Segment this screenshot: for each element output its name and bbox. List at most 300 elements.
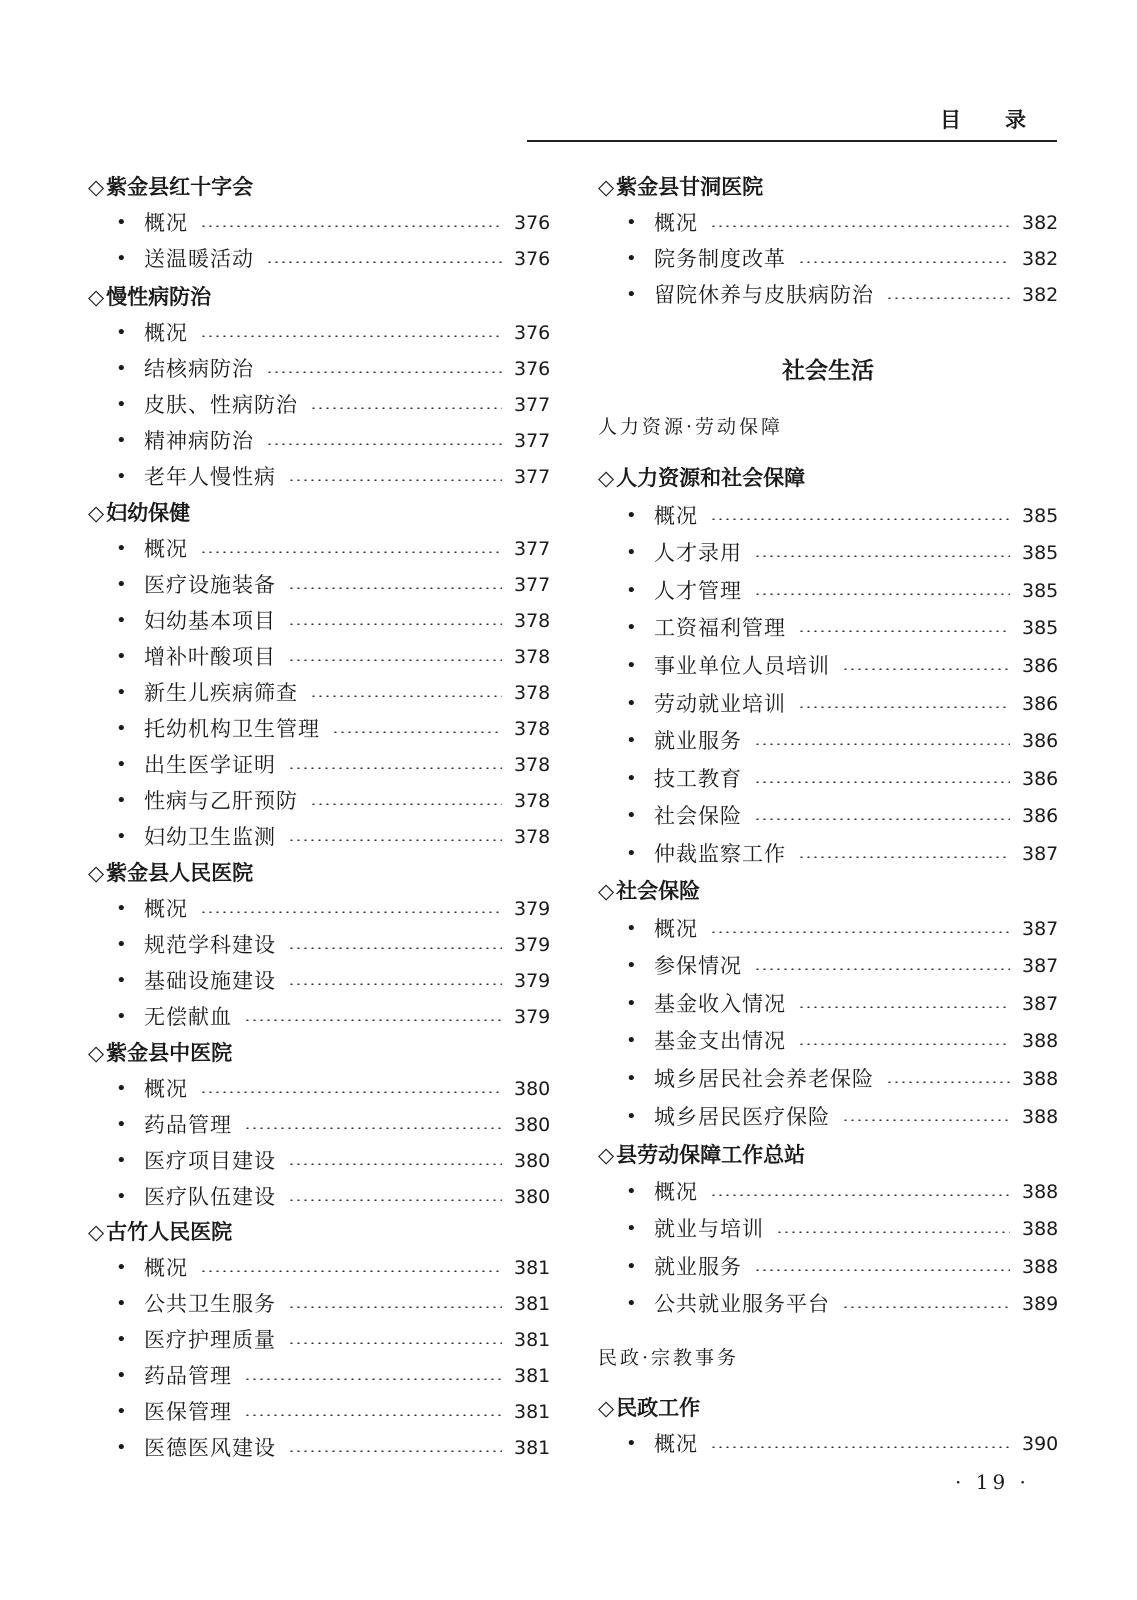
dot-leader xyxy=(754,818,1010,820)
bullet-icon: • xyxy=(626,248,637,269)
toc-entry[interactable] xyxy=(598,1252,1058,1282)
toc-section-heading[interactable] xyxy=(598,1140,1058,1170)
toc-entry[interactable] xyxy=(598,989,1058,1019)
dot-leader xyxy=(288,1450,502,1452)
bullet-icon: • xyxy=(116,1078,127,1099)
bullet-icon: • xyxy=(116,1293,127,1314)
bullet-icon: • xyxy=(116,574,127,595)
bullet-icon: • xyxy=(626,579,637,601)
toc-entry-page: 379 xyxy=(514,970,551,992)
dot-leader xyxy=(288,659,502,661)
toc-entry-label: 技工教育 xyxy=(654,766,742,791)
bullet-icon: • xyxy=(626,843,637,864)
toc-entry[interactable] xyxy=(598,801,1058,831)
toc-entry-page: 386 xyxy=(1022,805,1059,828)
toc-section-heading[interactable] xyxy=(598,463,1058,493)
toc-entry-label: 药品管理 xyxy=(144,1364,232,1388)
bullet-icon: • xyxy=(626,617,637,639)
dot-leader xyxy=(710,1446,1010,1448)
bullet-icon: • xyxy=(116,1401,127,1422)
bullet-icon: • xyxy=(626,1218,637,1240)
dot-leader xyxy=(288,1199,502,1201)
dot-leader xyxy=(332,731,502,733)
toc-entry[interactable] xyxy=(88,930,550,960)
toc-section-heading[interactable] xyxy=(88,498,550,528)
toc-entry[interactable] xyxy=(598,1289,1058,1319)
toc-entry-page: 388 xyxy=(1022,1068,1059,1090)
dot-leader xyxy=(200,551,502,553)
toc-entry-page: 378 xyxy=(514,682,551,704)
dot-leader xyxy=(288,1163,502,1165)
dot-leader xyxy=(244,1378,502,1380)
dot-leader xyxy=(798,706,1010,708)
toc-entry-label: 社会保险 xyxy=(654,804,742,829)
toc-entry-label: 无偿献血 xyxy=(144,1005,232,1029)
toc-entry-label: 城乡居民医疗保险 xyxy=(654,1104,830,1129)
bullet-icon: • xyxy=(626,1068,637,1089)
toc-entry[interactable] xyxy=(88,786,550,816)
toc-entry-page: 377 xyxy=(514,394,551,416)
diamond-icon: ◇ xyxy=(88,861,105,885)
toc-entry-page: 386 xyxy=(1022,730,1059,753)
toc-section-title: 县劳动保障工作总站 xyxy=(616,1143,806,1167)
toc-entry-label: 送温暖活动 xyxy=(144,247,254,271)
dot-leader xyxy=(200,225,502,227)
dot-leader xyxy=(798,261,1010,263)
toc-entry-page: 378 xyxy=(514,826,551,848)
toc-entry-page: 381 xyxy=(514,1401,551,1423)
bullet-icon: • xyxy=(116,322,127,343)
toc-entry-page: 388 xyxy=(1022,1218,1059,1241)
toc-entry[interactable] xyxy=(88,1002,550,1032)
bullet-icon: • xyxy=(116,790,127,811)
toc-entry[interactable] xyxy=(88,714,550,744)
toc-entry[interactable] xyxy=(88,1253,550,1283)
dot-leader xyxy=(842,668,1010,670)
dot-leader xyxy=(310,695,502,697)
dot-leader xyxy=(842,1306,1010,1308)
toc-entry-label: 概况 xyxy=(654,1180,698,1205)
toc-entry-page: 385 xyxy=(1022,579,1059,602)
toc-entry[interactable] xyxy=(598,951,1058,981)
toc-entry-page: 377 xyxy=(514,466,551,488)
toc-entry[interactable] xyxy=(88,966,550,996)
toc-entry[interactable] xyxy=(88,426,550,456)
toc-entry-label: 院务制度改革 xyxy=(654,247,786,271)
toc-section-heading[interactable] xyxy=(88,282,550,312)
toc-entry-page: 381 xyxy=(514,1437,551,1459)
toc-entry[interactable] xyxy=(88,1289,550,1319)
toc-entry-label: 参保情况 xyxy=(654,954,742,979)
diamond-icon: ◇ xyxy=(88,175,105,199)
toc-entry-label: 留院休养与皮肤病防治 xyxy=(654,283,874,307)
toc-entry-page: 388 xyxy=(1022,1181,1059,1204)
toc-entry[interactable] xyxy=(88,534,550,564)
part-title: 社会生活 xyxy=(782,358,874,384)
bullet-icon: • xyxy=(626,1181,637,1203)
toc-entry-page: 388 xyxy=(1022,1255,1059,1278)
toc-entry-label: 医疗护理质量 xyxy=(144,1328,276,1352)
toc-entry[interactable] xyxy=(88,244,550,274)
toc-entry-label: 医疗队伍建设 xyxy=(144,1185,276,1209)
dot-leader xyxy=(710,1194,1010,1196)
toc-entry-label: 公共就业服务平台 xyxy=(654,1291,830,1316)
toc-entry-page: 387 xyxy=(1022,992,1059,1015)
bullet-icon: • xyxy=(626,992,637,1014)
toc-entry[interactable] xyxy=(598,1429,1058,1459)
toc-entry-label: 工资福利管理 xyxy=(654,616,786,641)
bullet-icon: • xyxy=(116,682,127,703)
toc-entry-page: 390 xyxy=(1022,1433,1059,1455)
toc-entry[interactable] xyxy=(88,1182,550,1212)
toc-entry-page: 379 xyxy=(514,1006,551,1028)
toc-entry-page: 377 xyxy=(514,430,551,452)
bullet-icon: • xyxy=(626,955,637,977)
dot-leader xyxy=(886,297,1010,299)
dot-leader xyxy=(244,1414,502,1416)
bullet-icon: • xyxy=(116,1329,127,1350)
toc-entry-page: 381 xyxy=(514,1293,551,1315)
toc-entry-page: 379 xyxy=(514,898,551,920)
toc-section-heading[interactable] xyxy=(88,172,550,202)
dot-leader xyxy=(886,1081,1010,1083)
toc-entry[interactable] xyxy=(598,839,1058,869)
dot-leader xyxy=(200,1091,502,1093)
toc-entry-label: 皮肤、性病防治 xyxy=(144,393,298,417)
toc-entry[interactable] xyxy=(88,1146,550,1176)
bullet-icon: • xyxy=(116,934,127,955)
toc-entry-label: 概况 xyxy=(144,537,188,561)
toc-entry[interactable] xyxy=(598,280,1058,310)
bullet-icon: • xyxy=(626,1255,637,1277)
diamond-icon: ◇ xyxy=(598,1396,615,1420)
bullet-icon: • xyxy=(116,538,127,559)
toc-entry-page: 380 xyxy=(514,1114,551,1136)
bullet-icon: • xyxy=(116,212,127,233)
dot-leader xyxy=(310,803,502,805)
dot-leader xyxy=(754,781,1010,783)
bullet-icon: • xyxy=(116,1186,127,1207)
page-header-title: 目录 xyxy=(940,108,1070,132)
toc-entry[interactable] xyxy=(598,1214,1058,1244)
toc-entry-page: 382 xyxy=(1022,284,1059,306)
dot-leader xyxy=(842,1119,1010,1121)
toc-entry-label: 医疗设施装备 xyxy=(144,573,276,597)
dot-leader xyxy=(288,1342,502,1344)
category-heading-civil: 民政·宗教事务 xyxy=(598,1347,740,1369)
bullet-icon: • xyxy=(116,394,127,415)
toc-entry[interactable] xyxy=(88,390,550,420)
toc-section-title: 人力资源和社会保障 xyxy=(616,466,806,490)
dot-leader xyxy=(200,335,502,337)
toc-entry-page: 378 xyxy=(514,646,551,668)
toc-entry-page: 380 xyxy=(514,1186,551,1208)
toc-entry-label: 规范学科建设 xyxy=(144,933,276,957)
toc-entry-label: 精神病防治 xyxy=(144,429,254,453)
toc-section-title: 紫金县红十字会 xyxy=(106,175,254,199)
toc-entry[interactable] xyxy=(88,318,550,348)
toc-entry[interactable] xyxy=(88,1397,550,1427)
toc-entry[interactable] xyxy=(598,576,1058,606)
toc-section-title: 紫金县中医院 xyxy=(106,1041,233,1065)
toc-entry[interactable] xyxy=(598,726,1058,756)
toc-entry[interactable] xyxy=(598,613,1058,643)
toc-section-heading[interactable] xyxy=(88,858,550,888)
toc-entry-page: 378 xyxy=(514,754,551,776)
toc-entry[interactable] xyxy=(598,538,1058,568)
toc-entry[interactable] xyxy=(598,914,1058,944)
diamond-icon: ◇ xyxy=(88,1220,105,1244)
dot-leader xyxy=(798,630,1010,632)
toc-entry-label: 概况 xyxy=(654,211,698,235)
toc-entry[interactable] xyxy=(88,606,550,636)
toc-entry[interactable] xyxy=(598,501,1058,531)
toc-entry-page: 382 xyxy=(1022,212,1059,234)
toc-entry-label: 劳动就业培训 xyxy=(654,691,786,716)
dot-leader xyxy=(288,983,502,985)
toc-entry-label: 妇幼卫生监测 xyxy=(144,825,276,849)
dot-leader xyxy=(710,225,1010,227)
toc-entry-page: 379 xyxy=(514,934,551,956)
toc-section-title: 紫金县人民医院 xyxy=(106,861,254,885)
bullet-icon: • xyxy=(116,970,127,991)
toc-entry-label: 概况 xyxy=(654,503,698,528)
toc-entry-page: 380 xyxy=(514,1078,551,1100)
toc-entry-label: 出生医学证明 xyxy=(144,753,276,777)
bullet-icon: • xyxy=(116,430,127,451)
toc-entry-page: 386 xyxy=(1022,692,1059,715)
bullet-icon: • xyxy=(116,718,127,739)
toc-entry-page: 385 xyxy=(1022,617,1059,640)
toc-section-heading[interactable] xyxy=(598,1393,1058,1423)
dot-leader xyxy=(288,767,502,769)
toc-entry-label: 结核病防治 xyxy=(144,357,254,381)
toc-entry-label: 概况 xyxy=(654,916,698,941)
bullet-icon: • xyxy=(116,1114,127,1135)
toc-entry-label: 托幼机构卫生管理 xyxy=(144,717,320,741)
toc-entry[interactable] xyxy=(88,354,550,384)
dot-leader xyxy=(266,371,502,373)
bullet-icon: • xyxy=(116,1437,127,1458)
toc-entry-page: 382 xyxy=(1022,248,1059,270)
toc-entry[interactable] xyxy=(598,208,1058,238)
bullet-icon: • xyxy=(116,610,127,631)
bullet-icon: • xyxy=(626,1292,637,1314)
category-heading-hr: 人力资源·劳动保障 xyxy=(598,416,784,438)
toc-entry[interactable] xyxy=(598,651,1058,681)
dot-leader xyxy=(244,1019,502,1021)
toc-entry-page: 387 xyxy=(1022,917,1059,940)
toc-entry-label: 医疗项目建设 xyxy=(144,1149,276,1173)
toc-entry-page: 386 xyxy=(1022,767,1059,790)
dot-leader xyxy=(798,1006,1010,1008)
bullet-icon: • xyxy=(626,655,637,676)
toc-entry-page: 386 xyxy=(1022,655,1059,677)
toc-entry-page: 381 xyxy=(514,1257,551,1279)
diamond-icon: ◇ xyxy=(598,1143,615,1167)
dot-leader xyxy=(754,1269,1010,1271)
dot-leader xyxy=(754,593,1010,595)
toc-entry-label: 人才录用 xyxy=(654,541,742,566)
dot-leader xyxy=(266,261,502,263)
toc-entry-page: 389 xyxy=(1022,1292,1059,1315)
toc-entry[interactable] xyxy=(598,764,1058,794)
toc-section-title: 社会保险 xyxy=(616,879,701,903)
toc-entry-label: 城乡居民社会养老保险 xyxy=(654,1067,874,1091)
bullet-icon: • xyxy=(626,805,637,827)
diamond-icon: ◇ xyxy=(598,879,615,903)
bullet-icon: • xyxy=(116,358,127,379)
diamond-icon: ◇ xyxy=(88,501,105,525)
toc-entry[interactable] xyxy=(88,208,550,238)
toc-entry-label: 医保管理 xyxy=(144,1400,232,1424)
toc-entry-page: 377 xyxy=(514,574,551,596)
toc-entry-label: 药品管理 xyxy=(144,1113,232,1137)
toc-entry[interactable] xyxy=(88,570,550,600)
toc-section-heading[interactable] xyxy=(598,876,1058,906)
bullet-icon: • xyxy=(116,248,127,269)
dot-leader xyxy=(288,587,502,589)
toc-entry[interactable] xyxy=(88,678,550,708)
dot-leader xyxy=(798,1043,1010,1045)
dot-leader xyxy=(288,479,502,481)
diamond-icon: ◇ xyxy=(88,285,105,309)
toc-entry[interactable] xyxy=(598,244,1058,274)
toc-section-heading[interactable] xyxy=(88,1217,550,1247)
toc-entry-page: 388 xyxy=(1022,1030,1059,1053)
dot-leader xyxy=(288,623,502,625)
bullet-icon: • xyxy=(626,767,637,789)
toc-entry[interactable] xyxy=(598,1102,1058,1132)
bullet-icon: • xyxy=(626,1030,637,1052)
toc-entry-page: 385 xyxy=(1022,504,1059,527)
bullet-icon: • xyxy=(626,1105,637,1127)
toc-entry-label: 新生儿疾病筛查 xyxy=(144,681,298,705)
dot-leader xyxy=(754,743,1010,745)
dot-leader xyxy=(244,1127,502,1129)
dot-leader xyxy=(288,1306,502,1308)
bullet-icon: • xyxy=(626,212,637,233)
toc-entry-page: 378 xyxy=(514,610,551,632)
toc-entry-page: 378 xyxy=(514,718,551,740)
bullet-icon: • xyxy=(116,1257,127,1278)
dot-leader xyxy=(754,555,1010,557)
dot-leader xyxy=(710,518,1010,520)
toc-entry[interactable] xyxy=(88,822,550,852)
toc-entry[interactable] xyxy=(88,1325,550,1355)
toc-entry-label: 增补叶酸项目 xyxy=(144,645,276,669)
dot-leader xyxy=(288,839,502,841)
toc-entry[interactable] xyxy=(88,1110,550,1140)
toc-entry-label: 仲裁监察工作 xyxy=(654,842,786,866)
dot-leader xyxy=(288,947,502,949)
toc-entry[interactable] xyxy=(598,1064,1058,1094)
toc-entry[interactable] xyxy=(598,689,1058,719)
toc-section-title: 紫金县甘洞医院 xyxy=(616,175,764,199)
toc-section-title: 民政工作 xyxy=(616,1396,701,1420)
toc-entry[interactable] xyxy=(88,750,550,780)
toc-section-title: 慢性病防治 xyxy=(106,285,212,309)
toc-entry-label: 概况 xyxy=(654,1432,698,1456)
bullet-icon: • xyxy=(626,917,637,939)
toc-entry-label: 人才管理 xyxy=(654,578,742,603)
toc-section-title: 妇幼保健 xyxy=(106,501,191,525)
toc-entry-label: 就业服务 xyxy=(654,729,742,754)
toc-entry[interactable] xyxy=(88,642,550,672)
toc-entry-label: 性病与乙肝预防 xyxy=(144,789,298,813)
toc-entry-page: 376 xyxy=(514,212,551,234)
dot-leader xyxy=(776,1231,1010,1233)
toc-entry-label: 就业与培训 xyxy=(654,1217,764,1242)
toc-entry-page: 378 xyxy=(514,790,551,812)
toc-entry[interactable] xyxy=(598,1026,1058,1056)
toc-entry-page: 387 xyxy=(1022,843,1059,865)
toc-entry-page: 380 xyxy=(514,1150,551,1172)
dot-leader xyxy=(266,443,502,445)
toc-entry[interactable] xyxy=(88,1433,550,1463)
toc-entry-page: 376 xyxy=(514,248,551,270)
dot-leader xyxy=(200,1270,502,1272)
diamond-icon: ◇ xyxy=(88,1041,105,1065)
bullet-icon: • xyxy=(626,542,637,564)
header-rule xyxy=(527,140,1057,142)
toc-entry-page: 385 xyxy=(1022,542,1059,565)
toc-entry-label: 公共卫生服务 xyxy=(144,1292,276,1316)
diamond-icon: ◇ xyxy=(598,175,615,199)
toc-entry[interactable] xyxy=(88,462,550,492)
toc-section-heading[interactable] xyxy=(598,172,1058,202)
toc-entry-page: 376 xyxy=(514,322,551,344)
dot-leader xyxy=(310,407,502,409)
toc-entry-label: 妇幼基本项目 xyxy=(144,609,276,633)
bullet-icon: • xyxy=(116,1006,127,1027)
toc-entry[interactable] xyxy=(88,1074,550,1104)
bullet-icon: • xyxy=(116,826,127,847)
page-number: · 19 · xyxy=(955,1470,1030,1494)
bullet-icon: • xyxy=(116,466,127,487)
toc-entry-label: 就业服务 xyxy=(654,1254,742,1279)
toc-entry-label: 事业单位人员培训 xyxy=(654,654,830,678)
toc-entry-label: 基金支出情况 xyxy=(654,1029,786,1054)
toc-entry[interactable] xyxy=(598,1177,1058,1207)
bullet-icon: • xyxy=(116,1150,127,1171)
toc-section-title: 古竹人民医院 xyxy=(106,1220,233,1244)
toc-entry-page: 377 xyxy=(514,538,551,560)
toc-entry-label: 老年人慢性病 xyxy=(144,465,276,489)
bullet-icon: • xyxy=(116,754,127,775)
dot-leader xyxy=(754,968,1010,970)
bullet-icon: • xyxy=(116,1365,127,1386)
diamond-icon: ◇ xyxy=(598,466,615,490)
toc-entry[interactable] xyxy=(88,1361,550,1391)
bullet-icon: • xyxy=(626,284,637,305)
toc-section-heading[interactable] xyxy=(88,1038,550,1068)
dot-leader xyxy=(710,931,1010,933)
toc-entry-page: 381 xyxy=(514,1365,551,1387)
bullet-icon: • xyxy=(116,646,127,667)
toc-entry-label: 基金收入情况 xyxy=(654,991,786,1016)
toc-entry-label: 概况 xyxy=(144,321,188,345)
toc-entry-page: 388 xyxy=(1022,1105,1059,1128)
toc-entry-label: 概况 xyxy=(144,211,188,235)
bullet-icon: • xyxy=(626,1433,637,1454)
toc-entry-label: 医德医风建设 xyxy=(144,1436,276,1460)
toc-entry-page: 387 xyxy=(1022,955,1059,978)
toc-entry[interactable] xyxy=(88,894,550,924)
toc-entry-page: 376 xyxy=(514,358,551,380)
toc-entry-label: 基础设施建设 xyxy=(144,969,276,993)
bullet-icon: • xyxy=(626,504,637,526)
